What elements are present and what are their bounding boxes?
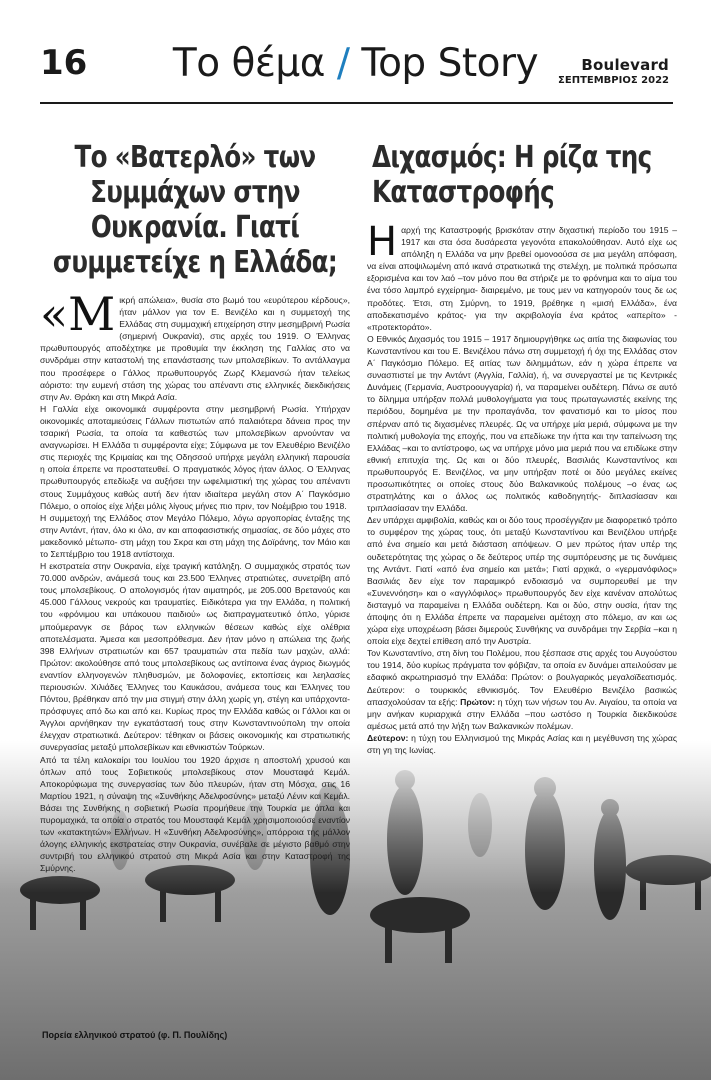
- left-paragraph: Η Γαλλία είχε οικονομικά συμφέροντα στην μεσημβρινή Ρωσία. Υπήρχαν οικονομικές αποταμιεύσεις Γάλλων πιστωτών από παλαιότερα δάνεια προς την τσαρική Ρωσία, τα οποία τα καθεστώς των μπολσεβίκων αρνούνταν να αναγνωρίσει. Η Ελλάδα τι συμφέροντα είχε; Σύμφωνα με τον Ελευθέριο Βενιζέλο στις περιοχές της Κριμαίας και της Οδησσού υπήρχε μεγάλη ελληνική παρουσία η οποία έπρεπε να προστατευθεί. Ο πραγματικός λόγος ήταν άλλος. Ο Έλληνας πρωθυπουργός επεδίωξε να αυξήσει την ωφελιμιστική της χώρας του απέναντι στους Συμμάχους καθώς αυτή δεν ήταν ιδιαίτερα μεγάλη στον Α΄ Παγκόσμιο Πόλεμο, ο οποίος είχε λήξει μόλις λίγους μήνες πιο πριν, τον Νοέμβριο του 1918.: [40, 403, 350, 511]
- page-header: [0, 0, 711, 100]
- section-title-greek: Το θέμα: [172, 41, 325, 86]
- brand-block: [558, 58, 669, 87]
- second-point-text: η τύχη του Ελληνισμού της Μικράς Ασίας και η μεγέθυνση της χώρας στη γη της Ιωνίας.: [367, 732, 677, 756]
- left-paragraph: Η εκστρατεία στην Ουκρανία, είχε τραγική κατάληξη. Ο συμμαχικός στρατός των 70.000 ανδρών, ανάμεσά τους και 23.500 Έλληνες στρατιώτες, συνετρίβη από τους μπολσεβίκους. Ο απολογισμός ήταν αιματηρός, με 205.000 Βρετανούς και 45.000 Γάλλους νεκρούς και τραυματίες. Ειδικότερα για την Ελλάδα, η πολιτική του «φρόνιμου και υπάκουου παιδιού» ως διαπραγματευτικό όπλο, γύρισε μπούμερανγκ σε βάρος των ελληνικών θέσεων καθώς είχε ολέθρια αποτελέσματα. Άμεσα και μεσοπρόθεσμα. Δεν ήταν μόνο η απώλεια της ζωής 398 Ελλήνων στρατιωτών και 657 τραυματιών στα πεδία των μαχών, αλλά: Πρώτον: ακολούθησε από τους μπολσεβίκους ως αντίποινα ένας άγριος διωγμός εναντίον ελληνογενών πληθυσμών, με δολοφονίες, εκτοπίσεις και λεηλασίες περιουσιών. Χιλιάδες Έλληνες του Καυκάσου, ανάμεσα τους και Έλληνες του Πόντου, βρέθηκαν από την μια στιγμή στην άλλη χωρίς γη, στέγη και υπάρχοντα- πρόσφυγες από δω και από κει. Κυρίως προς την Ελλάδα καθώς οι Γάλλοι και οι Άγγλοι αρνήθηκαν την εγκατάστασή τους στην Κωνσταντινούπολη την οποία έλεγχαν στρατιωτικά. Δεύτερον: τέθηκαν οι βάσεις οικονομικής και στρατιωτικής συνεργασίας μεταξύ μπολσεβίκων και εθνικιστών Τούρκων.: [40, 561, 350, 753]
- page-number: 16: [40, 43, 88, 83]
- left-paragraph: Η συμμετοχή της Ελλάδος στον Μεγάλο Πόλεμο, λόγω αργοπορίας ένταξης της στην Αντάντ, ήταν, όλο κι όλο, αν και αποφασιστικής σημασίας, σε δύο μάχες στο μακεδονικό μέτωπο- στη μάχη του Σκρα και στη μάχη της Δοϊράνης, τον Μάιο και το Σεπτέμβριο του 1918 αντίστοιχα.: [40, 512, 350, 559]
- section-title-english: Top Story: [361, 41, 539, 86]
- brand-name: Boulevard: [581, 56, 669, 74]
- left-article-body: [40, 287, 350, 875]
- first-point-label: Πρώτον:: [460, 696, 496, 707]
- left-article: [40, 140, 350, 875]
- issue-date: ΣΕΠΤΕΜΒΡΙΟΣ 2022: [558, 75, 669, 86]
- left-paragraph: ικρή απώλεια», θυσία στο βωμό του «ευρύτερου κέρδους», ήταν μάλλον για τον Ε. Βενιζέλο και η συμμετοχή της Ελλάδας στη συμμαχική επιχείρηση στην μεσημβρινή Ρωσία (σημερινή Ουκρανία), στις αρχές του 1919. Ο Έλληνας πρωθυπουργός αποδέχτηκε με προθυμία την έκκληση της Γαλλίας στο να συνδράμει στην καταστολή της επανάστασης των μπολσεβίκων. Το αντάλλαγμα που προσέφερε ο Γάλλος πρωθυπουργός Ζωρζ Κλεμανσώ ήταν τελείως αόριστο: την ευμενή στάση της χώρας του απέναντι στις ελληνικές διεκδικήσεις στην Αν. Θράκη και στη Μικρά Ασία.: [40, 295, 350, 402]
- right-article-heading: Διχασμός: Η ρίζα της Καταστροφής: [372, 140, 652, 210]
- header-rule: [40, 102, 673, 104]
- right-article-body: [367, 219, 678, 756]
- second-point-label: Δεύτερον:: [367, 732, 409, 743]
- right-article: [367, 140, 677, 756]
- first-point-text: η τύχη των νήσων του Αν. Αιγαίου, τα οποία να μην ανήκαν κυριαρχικά στην Ελλάδα –που ωστόσο η Τουρκία διεκδικούσε αμέσως μετά από την λήξη των Βαλκανικών πολέμων.: [367, 696, 678, 731]
- left-article-dropcap: «Μ: [40, 287, 116, 341]
- right-article-dropcap: Η: [367, 219, 398, 265]
- section-title-slash: /: [336, 41, 350, 86]
- right-paragraph: Δεν υπάρχει αμφιβολία, καθώς και οι δύο τους προσέγγιζαν με διαφορετικό τρόπο το συμφέρον της χώρας τους, ότι μεταξύ Κωνσταντίνου και Βενιζέλου υπήρξε από ένα σημείο και μετά διάσταση απόψεων. Ο μεν πρώτος ήταν υπέρ της ουδετερότητας της χώρας ο δε δεύτερος υπέρ της συμπόρευσης με τις δυνάμεις της Αντάντ. Γιατί «από ένα σημείο και μετά»; Γιατί αρχικά, ο «γερμανόφιλος» Βασιλιάς δεν είχε τον παραμικρό ενδοιασμό να συμπορευθεί με την «Συνεννόηση» και ο «αγγλόφιλος» πρωθυπουργός δεν είχε κανέναν απολύτως δισταγμό να παραμείνει η Ελλάδα ουδέτερη. Και οι δύο, στην ουσία, ήταν της άποψης ότι η Ελλάδα έπρεπε να παραμείνει αμέτοχη στο πόλεμο, αν και ως χώρα είχε υποχρέωση βάσει διμερούς Συνθήκης να συνδράμει την Σερβία –και η οποία είχε δεχτεί επίθεση από την Αυστρία.: [367, 515, 678, 647]
- right-paragraph-with-lists: [367, 647, 677, 732]
- photo-caption: Πορεία ελληνικού στρατού (φ. Π. Πουλίδης): [42, 1030, 228, 1040]
- left-article-heading: Το «Βατερλό» των Συμμάχων στην Ουκρανία. Γιατί συμμετείχε η Ελλάδα;: [52, 140, 338, 280]
- left-paragraph: Από τα τέλη καλοκαίρι του Ιουλίου του 1920 άρχισε η αποστολή χρυσού και όπλων από τους Σοβιετικούς μπολσεβίκους στον Μουσταφά Κεμάλ. Αποκορύφωμα της συνεργασίας των δύο πλευρών, ήταν στη Μόσχα, στις 16 Μαρτίου 1921, η σύναψη της «Συνθήκης Αδελφοσύνης» μεταξύ Λένιν και Κεμάλ. Βάσει της Συνθήκης η σοβιετική Ρωσία προμήθευε την Τουρκία με όπλα και πυρομαχικά, τα οποία ο στρατός του Μουσταφά Κεμάλ χρησιμοποιούσε εναντίον των «κατακτητών» Ελλήνων. Η «Συνθήκη Αδελφοσύνης», απόρροια της μάλλον άλογης ελληνικής εκστρατείας στην Ουκρανία, συνέβαλε σε μέγιστο βαθμό στην συντριβή του ελληνικού στρατού στη Μικρά Ασία και στην Καταστροφή της Σμύρνης.: [40, 754, 350, 874]
- right-paragraph: αρχή της Καταστροφής βρισκόταν στην διχαστική περίοδο του 1915 – 1917 και στα όσα δυσάρεστα γεγονότα επακολούθησαν. Αυτό είχε ως απόληξη η Ελλάδα να μην βρεθεί ομονοούσα σε μια μεγάλη απόφαση, να είναι αποψιλωμένη από ικανά στρατιωτικά της στελέχη, με πολιτικά πρόσωπα εξορισμένα και τον λαό –τον μόνο που θα στήριζε με το φρόνημα και το αίμα του ένα τόσο λαμπρό εγχείρημα- διαιρεμένο, με τους μεν να κατηγορούν τους δε ως προδότες. Έτσι, στη Σμύρνη, το 1919, βρέθηκε η «μισή Ελλάδα», ένα αποδεκατισμένο κράτος- για την ακριβολογία ένα κράτος «απερίτο» - «προτεκτοράτο».: [367, 225, 677, 332]
- right-paragraph-text: Τον Κωνσταντίνο, στη δίνη του Πολέμου, που ξέσπασε στις αρχές του Αυγούστου του 1914, δύο κυρίως πράγματα τον φόβιζαν, τα οποία εν δυνάμει απειλούσαν με εδαφικό ακρωτηριασμό την Ελλάδα: Πρώτον: ο βουλγαρικός μεγαλοϊδεατισμός. Δεύτερον: ο τουρκικός εθνικισμός. Τον Ελευθέριο Βενιζέλο βασικώς απασχολούσαν τα εξής:: [367, 648, 677, 707]
- right-paragraph-second-point: [367, 732, 677, 756]
- right-paragraph: Ο Εθνικός Διχασμός του 1915 – 1917 δημιουργήθηκε ως αιτία της διαφωνίας του Κωνσταντίνου και του Ε. Βενιζέλου πάνω στη συμμετοχή ή όχι της Ελλάδας στον Α΄ Παγκόσμιο Πόλεμο. Εξ αιτίας των διλημμάτων, εάν η χώρα έπρεπε να συνασπιστεί με την Αντάντ (Αγγλία, Γαλλία), ή, να συνεργαστεί με τις Κεντρικές Δυνάμεις (Γερμανία, Αυστροουγγαρία) ή, να παραμείνει ουδέτερη. Πάνω σε αυτό το δίλημμα υπήρξαν πολλά μυθολογήματα για τους πρωταγωνιστές εκείνης της περιόδου, δομημένα με την προπαγάνδα, τον φανατισμό και το μίσος που σπέρναν από τις διχασμένες πλευρές. Ως να υπήρχε μία μεριά, σύμφωνα με την πολιτική μυθολογία της εποχής, που να επεδίωκε την ήττα και την ταπείνωση της Ελλάδας –και το αντίστροφο, ως να υπήρχε μόνο μια μεριά που να επιδίωκε στην εθνική επιτυχία της. Ως και οι δύο πλευρές, Βασιλιάς Κωνσταντίνος και πρωθυπουργός Ε. Βενιζέλος, να μην υπήρξαν ποτέ οι δύο μεγάλες εκείνες προσωπικότητες οι οποίες στους δύο Βαλκανικούς πολέμους –ο ένας ως στρατηλάτης και ο άλλος ως πολιτικός καθοδηγητής- διπλασίασαν και τριπλασίασαν την Ελλάδα.: [367, 333, 677, 514]
